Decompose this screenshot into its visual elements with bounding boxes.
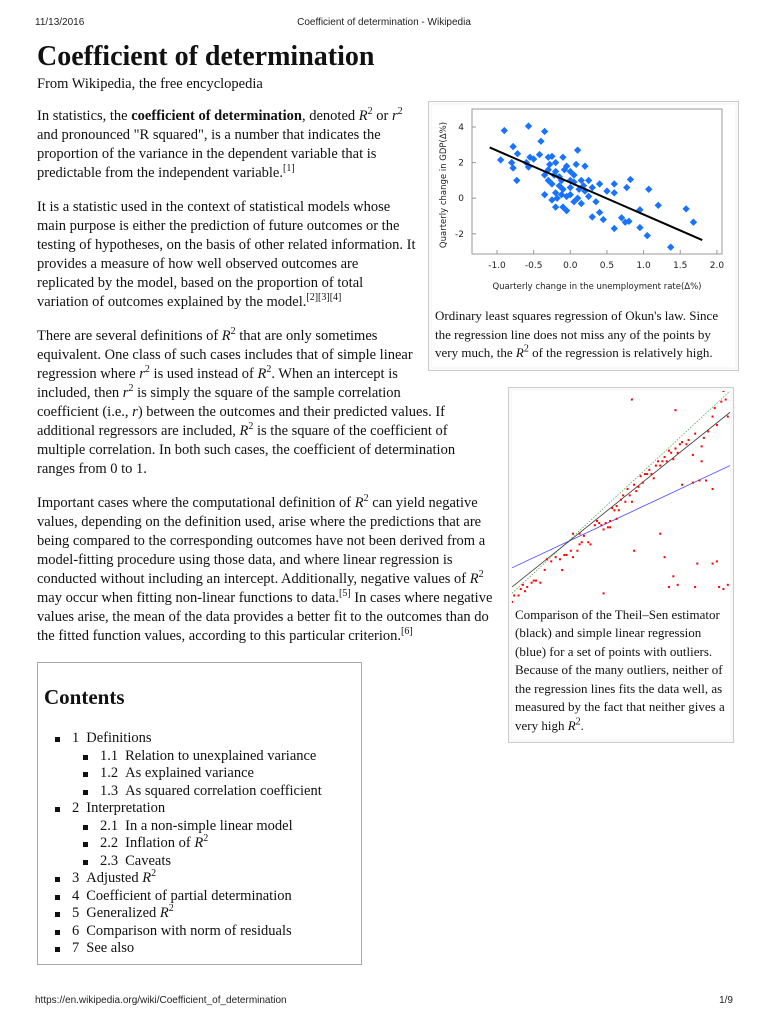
toc-number: 3: [72, 870, 80, 886]
data-point: [613, 509, 615, 511]
x-tick-label: 1.0: [636, 261, 651, 271]
data-point: [616, 517, 618, 519]
data-point: [701, 445, 703, 447]
toc-number: 2.3: [100, 852, 119, 869]
toc-item[interactable]: [72, 923, 355, 941]
data-point: [694, 432, 696, 434]
data-point: [524, 590, 526, 592]
data-point: [651, 473, 653, 475]
data-point: [725, 398, 727, 400]
data-point: [646, 473, 648, 475]
toc-sublist: [72, 818, 355, 871]
text-segment: 2: [575, 716, 581, 728]
print-header: [35, 17, 733, 28]
text-segment: R: [358, 108, 368, 124]
toc-label-var: R: [142, 870, 152, 886]
data-point: [520, 588, 522, 590]
data-point: [533, 579, 535, 581]
toc-label[interactable]: As squared correlation coefficient: [125, 782, 322, 799]
data-point: [672, 458, 674, 460]
toc-label[interactable]: Generalized: [86, 905, 160, 921]
data-point: [512, 600, 513, 602]
text-segment: In cases where negative values arise, the mean of the data provides a better fit to the outcomes than do the fitted function values, according to this particular criterion.: [37, 590, 493, 644]
data-point: [522, 583, 524, 585]
data-point: [675, 409, 677, 411]
citation-link[interactable]: [6]: [401, 626, 413, 638]
data-point: [598, 522, 600, 524]
text-segment: .: [580, 717, 584, 733]
data-point: [635, 490, 637, 492]
x-tick-label: -1.0: [488, 261, 506, 271]
text-segment: R: [567, 717, 576, 733]
toc-label[interactable]: In a non-simple linear model: [125, 817, 293, 834]
toc-label[interactable]: Inflation of: [125, 835, 195, 851]
data-point: [637, 485, 639, 487]
toc-item[interactable]: [100, 835, 355, 853]
data-point: [633, 549, 635, 551]
data-point: [622, 494, 624, 496]
text-segment: 2: [397, 106, 403, 118]
data-point: [685, 443, 687, 445]
data-point: [572, 556, 574, 558]
data-point: [692, 453, 694, 455]
toc-label-var: R: [194, 835, 204, 851]
text-segment: R: [239, 423, 249, 439]
data-point: [618, 509, 620, 511]
toc-label[interactable]: Relation to unexplained variance: [125, 747, 317, 764]
toc-number: 2.1: [100, 817, 119, 834]
data-point: [566, 554, 568, 556]
okun-scatter-plot: [432, 105, 735, 305]
data-point: [672, 575, 674, 577]
toc-item[interactable]: [100, 783, 355, 801]
toc-list: [44, 730, 355, 958]
toc-number: 6: [72, 922, 80, 939]
y-axis-label: Quarterly change in GDP(Δ%): [439, 121, 449, 249]
citation-link[interactable]: [5]: [339, 588, 351, 600]
data-point: [583, 534, 585, 536]
data-point: [620, 498, 622, 500]
text-segment: r: [122, 385, 129, 401]
text-segment: ) between the outcomes and their predicted values. If additional regressors are included,: [37, 404, 446, 439]
text-segment: is used instead of: [149, 366, 258, 382]
data-point: [681, 441, 683, 443]
y-tick-label: 4: [458, 123, 464, 133]
text-segment: of the regression is relatively high.: [528, 345, 713, 360]
data-point: [642, 481, 644, 483]
data-point: [627, 487, 629, 489]
data-point: [716, 560, 718, 562]
y-tick-label: 2: [458, 158, 464, 169]
data-point: [631, 500, 633, 502]
toc-number: 1.1: [100, 747, 119, 764]
data-point: [624, 500, 626, 502]
x-tick-label: 0.0: [563, 261, 578, 271]
data-point: [703, 436, 705, 438]
figure-theil-sen: [508, 387, 734, 744]
data-point: [677, 451, 679, 453]
citation-link[interactable]: [1]: [283, 163, 295, 175]
data-point: [701, 460, 703, 462]
text-segment: Ordinary least squares regression of Okun's law. Since the regression line does not miss any of the points by very much, the: [435, 308, 719, 360]
data-point: [670, 451, 672, 453]
data-point: [657, 460, 659, 462]
data-point: [579, 543, 581, 545]
text-segment: 2: [363, 493, 369, 505]
text-segment: that are only sometimes equivalent. One class of such cases includes that of simple linear regression where: [37, 328, 413, 382]
toc-item[interactable]: [100, 748, 355, 766]
data-point: [616, 505, 618, 507]
text-segment: Important cases where the computational definition of: [37, 495, 355, 511]
data-point: [722, 391, 724, 392]
data-point: [659, 532, 661, 534]
data-point: [563, 554, 565, 556]
text-segment: r: [132, 404, 138, 420]
data-point: [550, 560, 552, 562]
toc-item[interactable]: [72, 730, 355, 800]
y-tick-label: 0: [458, 194, 464, 205]
data-point: [579, 532, 581, 534]
data-point: [707, 430, 709, 432]
figure-caption: [512, 604, 730, 740]
toc-item[interactable]: [100, 853, 355, 871]
text-segment: is the square of the coefficient of multiple correlation. In both such cases, the coefficient of determination ranges from 0 to 1.: [37, 423, 456, 477]
toc-label[interactable]: Coefficient of partial determination: [86, 887, 292, 904]
text-segment: r: [139, 366, 145, 382]
data-point: [572, 532, 574, 534]
data-point: [705, 479, 707, 481]
data-point: [609, 526, 611, 528]
x-tick-label: -0.5: [524, 261, 543, 271]
data-point: [675, 447, 677, 449]
page-title: Coefficient of determination: [37, 41, 375, 72]
data-point: [603, 528, 605, 530]
toc-label-var: R: [159, 905, 169, 921]
data-point: [722, 588, 724, 590]
data-point: [659, 464, 661, 466]
text-segment: 2: [230, 326, 236, 338]
data-point: [570, 549, 572, 551]
data-point: [716, 424, 718, 426]
data-point: [607, 526, 609, 528]
figure-okun-law: [428, 101, 739, 371]
toc-label-sup: 2: [168, 903, 174, 915]
data-point: [559, 558, 561, 560]
data-point: [531, 581, 533, 583]
toc-label[interactable]: Caveats: [125, 852, 172, 869]
data-point: [712, 415, 714, 417]
data-point: [653, 477, 655, 479]
data-point: [694, 585, 696, 587]
data-point: [666, 460, 668, 462]
data-point: [609, 519, 611, 521]
text-segment: It is a statistic used in the context of statistical models whose main purpose is either the prediction of future outcomes or the testing of hypotheses, on the basis of other related information. It provides a measure of how well observed outcomes are replicated by the model, based on the proportion of total variation of outcomes explained by the model.: [37, 199, 416, 310]
data-point: [561, 568, 563, 570]
text-segment: 2: [128, 383, 134, 395]
data-point: [648, 468, 650, 470]
data-point: [594, 524, 596, 526]
print-date: 11/13/2016: [35, 17, 85, 28]
toc-title: Contents: [44, 685, 125, 709]
toc-item[interactable]: [72, 940, 355, 958]
data-point: [535, 579, 537, 581]
data-point: [555, 556, 557, 558]
text-segment: R: [221, 328, 231, 344]
text-segment: In statistics, the: [37, 108, 132, 124]
text-segment: R: [354, 495, 364, 511]
data-point: [712, 562, 714, 564]
data-point: [727, 415, 729, 417]
toc-item[interactable]: [72, 800, 355, 870]
citation-link[interactable]: [2][3][4]: [306, 292, 342, 304]
toc-label-sup: 2: [151, 868, 157, 880]
data-point: [664, 556, 666, 558]
figure-caption: [432, 305, 735, 367]
toc-number: 1: [72, 730, 80, 746]
text-segment: 2: [523, 343, 529, 355]
text-segment: and pronounced "R squared", is a number that indicates the proportion of the variance in the dependent variable that is predictable from the independent variable.: [37, 127, 381, 181]
toc-label[interactable]: Adjusted: [86, 870, 143, 886]
toc-number: 2.2: [100, 835, 119, 851]
data-point: [596, 519, 598, 521]
toc-label-sup: 2: [203, 833, 209, 845]
page-url: https://en.wikipedia.org/wiki/Coefficient_of_determination: [35, 995, 287, 1006]
toc-number: 4: [72, 887, 80, 904]
toc-number: 1.3: [100, 782, 119, 799]
toc-label[interactable]: Interpretation: [86, 800, 166, 816]
toc-label[interactable]: Comparison with norm of residuals: [86, 922, 292, 939]
toc-label[interactable]: As explained variance: [125, 765, 254, 781]
print-title: Coefficient of determination - Wikipedia: [297, 17, 471, 28]
text-segment: 2: [248, 421, 254, 433]
data-point: [640, 475, 642, 477]
text-segment: R: [257, 366, 267, 382]
toc-number: 2: [72, 800, 80, 816]
toc-label[interactable]: See also: [86, 940, 135, 956]
x-tick-label: 2.0: [709, 261, 725, 271]
data-point: [696, 562, 698, 564]
text-segment: , denoted: [301, 108, 359, 124]
data-point: [679, 443, 681, 445]
text-segment: There are several definitions of: [37, 328, 222, 344]
data-point: [633, 483, 635, 485]
data-point: [518, 594, 520, 596]
data-point: [603, 592, 605, 594]
x-axis-label: Quarterly change in the unemployment rate(Δ%): [492, 282, 702, 292]
toc-item[interactable]: [100, 818, 355, 836]
text-segment: 2: [478, 569, 484, 581]
data-point: [544, 568, 546, 570]
text-segment: . When an intercept is included, then: [37, 366, 398, 401]
data-point: [611, 507, 613, 509]
data-point: [644, 473, 646, 475]
text-segment: or: [372, 108, 392, 124]
data-point: [526, 585, 528, 587]
data-point: [727, 583, 729, 585]
data-point: [546, 558, 548, 560]
page-subtitle: From Wikipedia, the free encyclopedia: [37, 76, 263, 92]
toc-number: 5: [72, 905, 80, 921]
toc-item[interactable]: [72, 888, 355, 906]
data-point: [581, 541, 583, 543]
data-point: [539, 581, 541, 583]
toc-item[interactable]: [100, 765, 355, 783]
data-point: [655, 464, 657, 466]
toc-item[interactable]: [72, 905, 355, 923]
y-tick-label: -2: [455, 229, 464, 240]
text-segment: R: [515, 345, 524, 360]
text-segment: 2: [367, 106, 373, 118]
toc-number: 1.2: [100, 765, 119, 781]
text-segment: Comparison of the Theil–Sen estimator (black) and simple linear regression (blue) for a set of points with outliers. Because of the many outliers, neither of the regression lines fits the data well, as measured by the fact that neither gives a very high: [515, 606, 725, 733]
toc-label[interactable]: Definitions: [86, 730, 152, 746]
data-point: [712, 487, 714, 489]
toc-number: 7: [72, 940, 80, 956]
data-point: [692, 481, 694, 483]
article: [37, 40, 739, 965]
x-tick-label: 1.5: [673, 261, 688, 271]
data-point: [605, 522, 607, 524]
data-point: [681, 483, 683, 485]
text-segment: can yield negative values, depending on the definition used, arise where the predictions that are being compared to the corresponding outcomes have not been derived from a model-fitting procedure using those data, and where linear regression is conducted without including an intercept. Additionally, negative values of: [37, 495, 486, 587]
data-point: [661, 460, 663, 462]
data-point: [629, 494, 631, 496]
text-segment: r: [391, 108, 398, 124]
print-footer: [35, 995, 733, 1006]
data-point: [576, 549, 578, 551]
text-segment: is simply the square of the sample correlation coefficient (i.e.,: [37, 385, 401, 420]
data-point: [513, 594, 515, 596]
table-of-contents: [37, 662, 362, 965]
toc-sublist: [72, 748, 355, 801]
data-point: [587, 541, 589, 543]
data-point: [668, 449, 670, 451]
data-point: [600, 524, 602, 526]
data-point: [631, 398, 633, 400]
data-point: [589, 543, 591, 545]
ols-regression-line: [512, 465, 730, 567]
x-tick-label: 0.5: [599, 261, 615, 271]
toc-item[interactable]: [72, 870, 355, 888]
bold-term: coefficient of determination: [131, 108, 302, 124]
data-point: [668, 585, 670, 587]
data-point: [677, 583, 679, 585]
data-point: [718, 585, 720, 587]
text-segment: 2: [144, 364, 150, 376]
text-segment: 2: [266, 364, 272, 376]
theil-sen-scatter-plot: [512, 391, 730, 604]
data-point: [688, 438, 690, 440]
data-point: [698, 479, 700, 481]
data-point: [714, 407, 716, 409]
text-segment: R: [469, 571, 479, 587]
data-point: [720, 400, 722, 402]
text-segment: may occur when fitting non-linear functions to data.: [37, 590, 339, 606]
page-number: 1/9: [719, 995, 733, 1006]
data-point: [664, 456, 666, 458]
